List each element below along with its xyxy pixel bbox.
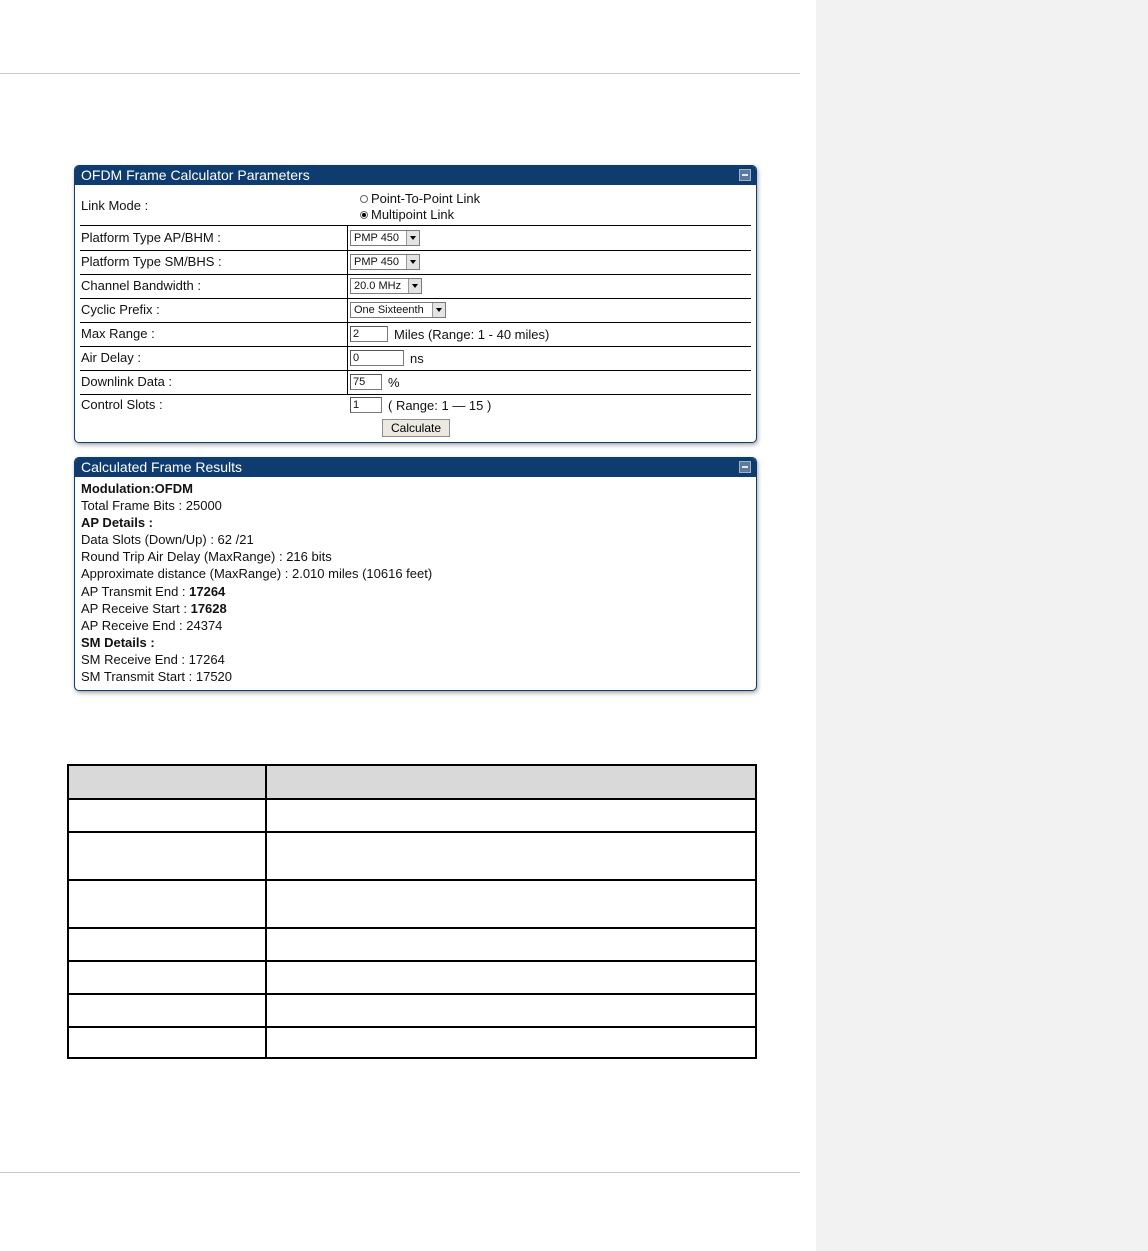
- radio-point-to-point[interactable]: [356, 191, 480, 207]
- row-downlink-data: [80, 370, 751, 395]
- results-panel-title: Calculated Frame Results: [81, 459, 243, 475]
- row-platform-ap: [80, 226, 751, 251]
- control-slots-suffix: ( Range: 1 — 15 ): [388, 397, 492, 413]
- row-cyclic-prefix: [80, 298, 751, 323]
- row-max-range: [80, 322, 751, 347]
- platform-sm-select[interactable]: [350, 254, 420, 270]
- collapse-icon[interactable]: [739, 461, 751, 473]
- downlink-data-label: Downlink Data :: [81, 374, 173, 389]
- channel-bandwidth-select[interactable]: [350, 278, 422, 294]
- frame-results-panel: [74, 457, 757, 691]
- table-row: [69, 800, 755, 833]
- sm-receive-end: SM Receive End : 17264: [81, 651, 225, 667]
- chevron-down-icon[interactable]: [406, 231, 419, 245]
- air-delay-label: Air Delay :: [81, 350, 141, 365]
- row-divider: [347, 298, 348, 322]
- ofdm-parameters-panel: [74, 165, 757, 443]
- modulation-text: Modulation:OFDM: [81, 481, 193, 496]
- calculate-button[interactable]: Calculate: [382, 419, 450, 437]
- row-control-slots: [80, 394, 751, 416]
- sm-transmit-start: SM Transmit Start : 17520: [81, 669, 233, 685]
- table-row: [69, 962, 755, 995]
- row-divider: [347, 250, 348, 274]
- table-row: [69, 881, 755, 929]
- chevron-down-icon[interactable]: [408, 279, 421, 293]
- platform-ap-value: PMP 450: [354, 232, 400, 244]
- ap-receive-start-value: 17628: [190, 600, 227, 616]
- cyclic-prefix-select[interactable]: [350, 302, 446, 318]
- platform-sm-label: Platform Type SM/BHS :: [81, 254, 222, 269]
- ap-receive-end: AP Receive End : 24374: [81, 617, 223, 633]
- radio-icon[interactable]: [360, 195, 368, 203]
- table-column-divider: [265, 766, 267, 1057]
- footer-rule: [0, 1172, 800, 1173]
- round-trip-delay: Round Trip Air Delay (MaxRange) : 216 bits: [81, 549, 332, 565]
- ap-transmit-end-value: 17264: [189, 583, 226, 599]
- radio-multipoint-label: Multipoint Link: [371, 207, 455, 222]
- table-row: [69, 995, 755, 1028]
- downlink-data-suffix: %: [388, 374, 400, 390]
- row-air-delay: [80, 346, 751, 371]
- results-body: [81, 480, 432, 685]
- data-slots: Data Slots (Down/Up) : 62 /21: [81, 532, 254, 548]
- radio-multipoint[interactable]: [356, 207, 454, 223]
- max-range-input[interactable]: 2: [350, 326, 388, 342]
- page-margin: [816, 0, 1148, 1251]
- ap-transmit-end: [81, 583, 432, 600]
- row-link-mode: [80, 188, 751, 226]
- max-range-suffix: Miles (Range: 1 - 40 miles): [394, 326, 550, 342]
- platform-ap-select[interactable]: [350, 230, 420, 246]
- empty-table: [67, 764, 757, 1059]
- table-row: [69, 929, 755, 962]
- control-slots-label: Control Slots :: [81, 397, 163, 412]
- cyclic-prefix-label: Cyclic Prefix :: [81, 302, 160, 317]
- ap-receive-start: [81, 600, 432, 617]
- row-divider: [347, 322, 348, 346]
- row-channel-bandwidth: [80, 274, 751, 299]
- collapse-icon[interactable]: [739, 169, 751, 181]
- row-divider: [347, 346, 348, 370]
- table-header-row: [69, 766, 755, 800]
- radio-checked-icon[interactable]: [360, 211, 368, 219]
- row-divider: [347, 226, 348, 250]
- platform-ap-label: Platform Type AP/BHM :: [81, 230, 221, 245]
- radio-point-to-point-label: Point-To-Point Link: [371, 191, 481, 206]
- total-frame-bits: Total Frame Bits : 25000: [81, 498, 222, 514]
- sm-details-heading: SM Details :: [81, 634, 155, 650]
- row-divider: [347, 370, 348, 394]
- header-rule: [0, 73, 800, 74]
- platform-sm-value: PMP 450: [354, 256, 400, 268]
- row-divider: [347, 274, 348, 298]
- air-delay-suffix: ns: [410, 350, 424, 366]
- ap-transmit-end-label: AP Transmit End :: [81, 583, 190, 599]
- control-slots-input[interactable]: 1: [350, 397, 382, 413]
- chevron-down-icon[interactable]: [406, 255, 419, 269]
- downlink-data-input[interactable]: 75: [350, 374, 382, 390]
- table-row: [69, 833, 755, 881]
- params-panel-header: [75, 166, 756, 185]
- air-delay-input[interactable]: 0: [350, 350, 404, 366]
- max-range-label: Max Range :: [81, 326, 155, 341]
- ap-details-heading: AP Details :: [81, 515, 154, 531]
- channel-bandwidth-label: Channel Bandwidth :: [81, 278, 201, 293]
- approximate-distance: Approximate distance (MaxRange) : 2.010 miles (10616 feet): [81, 566, 433, 582]
- table-row: [69, 1028, 755, 1057]
- link-mode-label: Link Mode :: [81, 198, 149, 213]
- ap-receive-start-label: AP Receive Start :: [81, 600, 191, 616]
- params-panel-title: OFDM Frame Calculator Parameters: [81, 167, 310, 183]
- cyclic-prefix-value: One Sixteenth: [354, 304, 424, 316]
- chevron-down-icon[interactable]: [432, 303, 445, 317]
- row-platform-sm: [80, 250, 751, 275]
- results-panel-header: [75, 458, 756, 477]
- channel-bandwidth-value: 20.0 MHz: [354, 280, 402, 292]
